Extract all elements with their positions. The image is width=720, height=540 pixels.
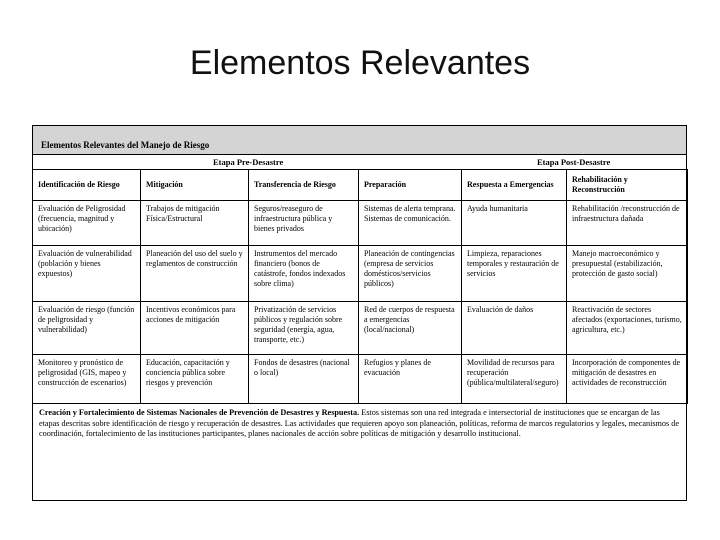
column-header: Respuesta a Emergencias: [462, 170, 567, 201]
table-cell: Manejo macroeconómico y presupuestal (estabilización, protección de gasto social): [567, 246, 688, 302]
column-header: Rehabilitación y Reconstrucción: [567, 170, 688, 201]
document-header: [33, 126, 686, 155]
table-cell: Evaluación de daños: [462, 302, 567, 355]
risk-management-table: [32, 169, 688, 404]
table-cell: Sistemas de alerta temprana. Sistemas de comunicación.: [359, 201, 462, 246]
table-cell: Instrumentos del mercado financiero (bonos de catástrofe, fondos indexados sobre clima): [249, 246, 359, 302]
table-cell: Educación, capacitación y conciencia pública sobre riesgos y prevención: [141, 355, 249, 404]
column-header: Preparación: [359, 170, 462, 201]
table-cell: Ayuda humanitaria: [462, 201, 567, 246]
footnote-bold: Creación y Fortalecimiento de Sistemas Nacionales de Prevención de Desastres y Respuesta.: [39, 408, 360, 417]
table-row: [33, 246, 688, 302]
table-cell: Red de cuerpos de respuesta a emergencias (local/nacional): [359, 302, 462, 355]
table-cell: Evaluación de vulnerabilidad (población y bienes expuestos): [33, 246, 141, 302]
column-header: Transferencia de Riesgo: [249, 170, 359, 201]
footnote: [33, 404, 686, 440]
table-cell: Seguros/reaseguro de infraestructura pública y bienes privados: [249, 201, 359, 246]
table-cell: Privatización de servicios públicos y regulación sobre seguridad (energía, agua, transporte, etc.): [249, 302, 359, 355]
column-header: Mitigación: [141, 170, 249, 201]
table-cell: Planeación de contingencias (empresa de servicios domésticos/servicios públicos): [359, 246, 462, 302]
table-row: [33, 355, 688, 404]
table-header-row: [33, 170, 688, 201]
stage-row: [33, 155, 686, 169]
table-cell: Refugios y planes de evacuación: [359, 355, 462, 404]
footnote-text: Estos sistemas son una red integrada e intersectorial de instituciones que se encargan de las etapas descritas sobre identificación de riesgo y recuperación de desastres. Las actividades que requieren apoyo son planeación, políticas, reforma de marcos regulatorios y legales, mecanismos de coordinación, fortalecimiento de las instituciones participantes, planes nacionales de acción sobre políticas de mitigación y desarrollo institucional.: [39, 408, 679, 438]
table-cell: Movilidad de recursos para recuperación (pública/multilateral/seguro): [462, 355, 567, 404]
document-image: [32, 125, 687, 501]
table-row: [33, 302, 688, 355]
table-cell: Incentivos económicos para acciones de mitigación: [141, 302, 249, 355]
stage-pre-disaster: Etapa Pre-Desastre: [213, 157, 284, 167]
document-title: Elementos Relevantes del Manejo de Riesgo: [41, 140, 210, 150]
table-cell: Trabajos de mitigación Física/Estructural: [141, 201, 249, 246]
table-cell: Monitoreo y pronóstico de peligrosidad (GIS, mapeo y construcción de escenarios): [33, 355, 141, 404]
table-cell: Limpieza, reparaciones temporales y restauración de servicios: [462, 246, 567, 302]
stage-post-disaster: Etapa Post-Desastre: [537, 157, 611, 167]
column-header: Identificación de Riesgo: [33, 170, 141, 201]
table-cell: Planeación del uso del suelo y reglamentos de construcción: [141, 246, 249, 302]
table-cell: Incorporación de componentes de mitigación de desastres en actividades de reconstrucción: [567, 355, 688, 404]
table-row: [33, 201, 688, 246]
slide-title: Elementos Relevantes: [189, 44, 531, 82]
table-cell: Reactivación de sectores afectados (exportaciones, turismo, agricultura, etc.): [567, 302, 688, 355]
table-cell: Fondos de desastres (nacional o local): [249, 355, 359, 404]
table-cell: Evaluación de riesgo (función de peligrosidad y vulnerabilidad): [33, 302, 141, 355]
table-cell: Rehabilitación /reconstrucción de infraestructura dañada: [567, 201, 688, 246]
table-cell: Evaluación de Peligrosidad (frecuencia, magnitud y ubicación): [33, 201, 141, 246]
